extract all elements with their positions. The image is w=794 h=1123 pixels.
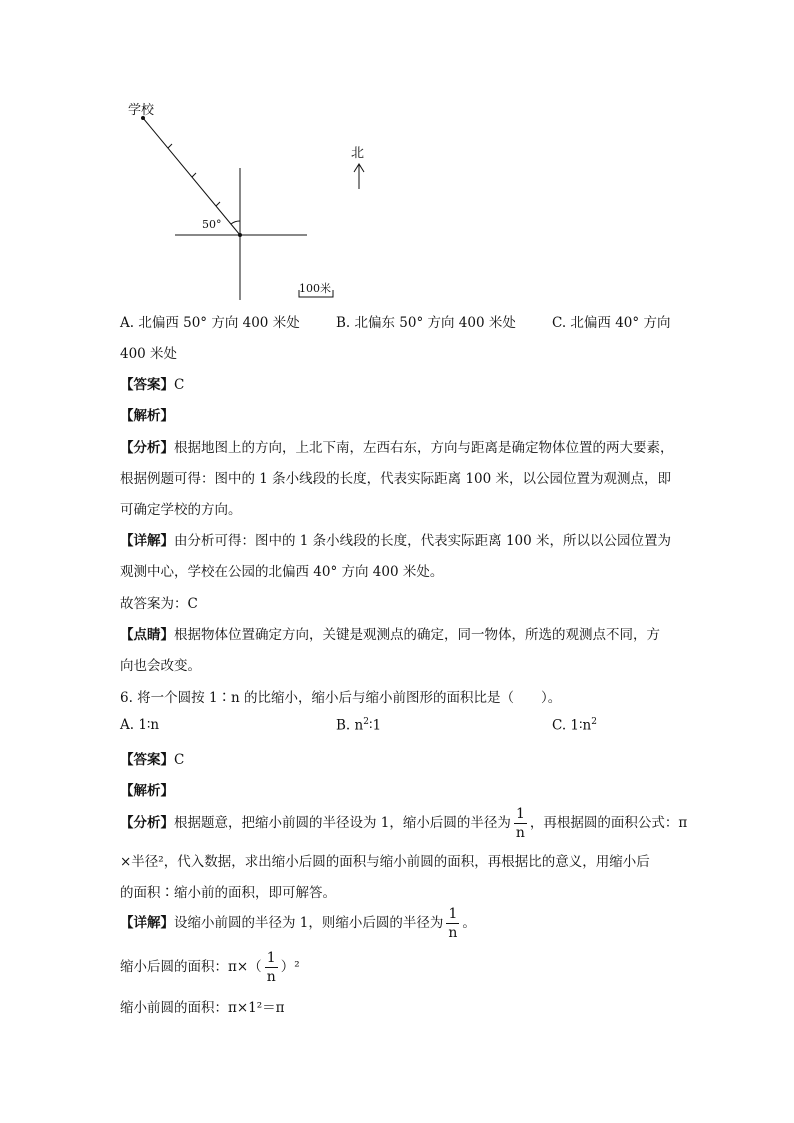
q6-option-a: A. 1∶n — [120, 717, 160, 733]
q5-dianjing-line2: 向也会改变。 — [120, 658, 201, 674]
xiangjie-text-b: 。 — [462, 915, 476, 931]
fraction-numerator: 1 — [515, 806, 525, 822]
park-point — [238, 233, 242, 237]
after-area-text-a: 缩小后圆的面积：π×（ — [120, 959, 262, 975]
answer-tag: 【答案】 — [120, 752, 174, 768]
option-b-tail: ∶1 — [368, 717, 382, 734]
fraction-denominator: n — [266, 969, 276, 985]
fraction-denominator: n — [448, 925, 458, 941]
xiangjie-text: 由分析可得：图中的 1 条小线段的长度，代表实际距离 100 米，所以以公园位置为 — [174, 533, 672, 549]
q5-conclusion: 故答案为：C — [120, 596, 198, 612]
q6-option-b — [336, 717, 381, 734]
q5-answer — [120, 373, 184, 393]
q5-fenxi-line1 — [120, 436, 674, 456]
distance-tick — [216, 202, 220, 206]
fenxi-tag: 【分析】 — [120, 440, 174, 456]
xiangjie-tag: 【详解】 — [120, 533, 174, 549]
scale-label: 100米 — [299, 282, 331, 295]
q5-option-a: A. 北偏西 50° 方向 400 米处 — [120, 315, 300, 331]
xiangjie-text-a: 设缩小前圆的半径为 1，则缩小后圆的半径为 — [174, 915, 444, 931]
q6-fenxi-line1 — [120, 806, 687, 840]
angle-label: 50° — [202, 218, 222, 231]
school-label: 学校 — [128, 103, 155, 118]
fenxi-tag: 【分析】 — [120, 815, 174, 831]
option-c-sup: 2 — [591, 717, 597, 727]
fenxi-text-b: ，再根据圆的面积公式：π — [529, 815, 688, 831]
fraction-one-over-n — [265, 951, 278, 984]
north-label: 北 — [351, 146, 365, 161]
q5-option-c: C. 北偏西 40° 方向 — [552, 315, 671, 331]
fraction-denominator: n — [515, 825, 525, 841]
q6-question: 6. 将一个圆按 1∶n 的比缩小，缩小后与缩小前图形的面积比是（ ）。 — [120, 690, 562, 706]
q5-fenxi-line2: 根据例题可得：图中的 1 条小线段的长度，代表实际距离 100 米，以公园位置为观测点，即 — [120, 471, 672, 487]
answer-value: C — [174, 752, 185, 768]
q6-fenxi-line2: ×半径²，代入数据，求出缩小后圆的面积与缩小前圆的面积，再根据比的意义，用缩小后 — [120, 854, 650, 870]
q5-option-b: B. 北偏东 50° 方向 400 米处 — [336, 315, 516, 331]
north-arrow — [348, 143, 370, 191]
q6-answer — [120, 748, 184, 768]
q5-dianjing-line1 — [120, 623, 660, 643]
option-b-base: B. n — [336, 717, 364, 734]
q6-before-area: 缩小前圆的面积：π×1²＝π — [120, 1000, 285, 1016]
school-direction-line — [143, 118, 240, 235]
q6-xiangjie-line1 — [120, 906, 476, 940]
dianjing-tag: 【点睛】 — [120, 627, 174, 643]
q5-fenxi-line3: 可确定学校的方向。 — [120, 502, 242, 518]
after-area-text-b: ）² — [280, 959, 300, 975]
q6-after-area — [120, 950, 300, 984]
distance-tick — [168, 144, 172, 148]
fraction-numerator: 1 — [448, 906, 458, 922]
map-svg — [120, 96, 350, 306]
fraction-one-over-n — [514, 807, 527, 840]
q5-analysis-tag: 【解析】 — [120, 408, 174, 424]
angle-arc — [231, 221, 240, 224]
q6-analysis-tag: 【解析】 — [120, 783, 174, 799]
option-b-sup: 2 — [363, 717, 369, 727]
q6-option-c — [552, 717, 597, 734]
dianjing-text: 根据物体位置确定方向，关键是观测点的确定，同一物体，所选的观测点不同，方 — [174, 627, 660, 643]
answer-value: C — [174, 377, 185, 393]
fraction-one-over-n — [446, 907, 459, 940]
fraction-numerator: 1 — [266, 950, 276, 966]
q5-xiangjie-line1 — [120, 529, 671, 549]
q6-fenxi-line3: 的面积∶缩小前的面积，即可解答。 — [120, 885, 336, 901]
answer-tag: 【答案】 — [120, 377, 174, 393]
distance-tick — [192, 173, 196, 177]
direction-map-diagram — [120, 96, 350, 306]
xiangjie-tag: 【详解】 — [120, 915, 174, 931]
q5-option-c-cont: 400 米处 — [120, 346, 178, 362]
fenxi-text-a: 根据题意，把缩小前圆的半径设为 1，缩小后圆的半径为 — [174, 815, 511, 831]
option-c-base: C. 1∶n — [552, 717, 592, 734]
q5-xiangjie-line2: 观测中心，学校在公园的北偏西 40° 方向 400 米处。 — [120, 564, 444, 580]
fenxi-text: 根据地图上的方向，上北下南，左西右东，方向与距离是确定物体位置的两大要素， — [174, 440, 674, 456]
